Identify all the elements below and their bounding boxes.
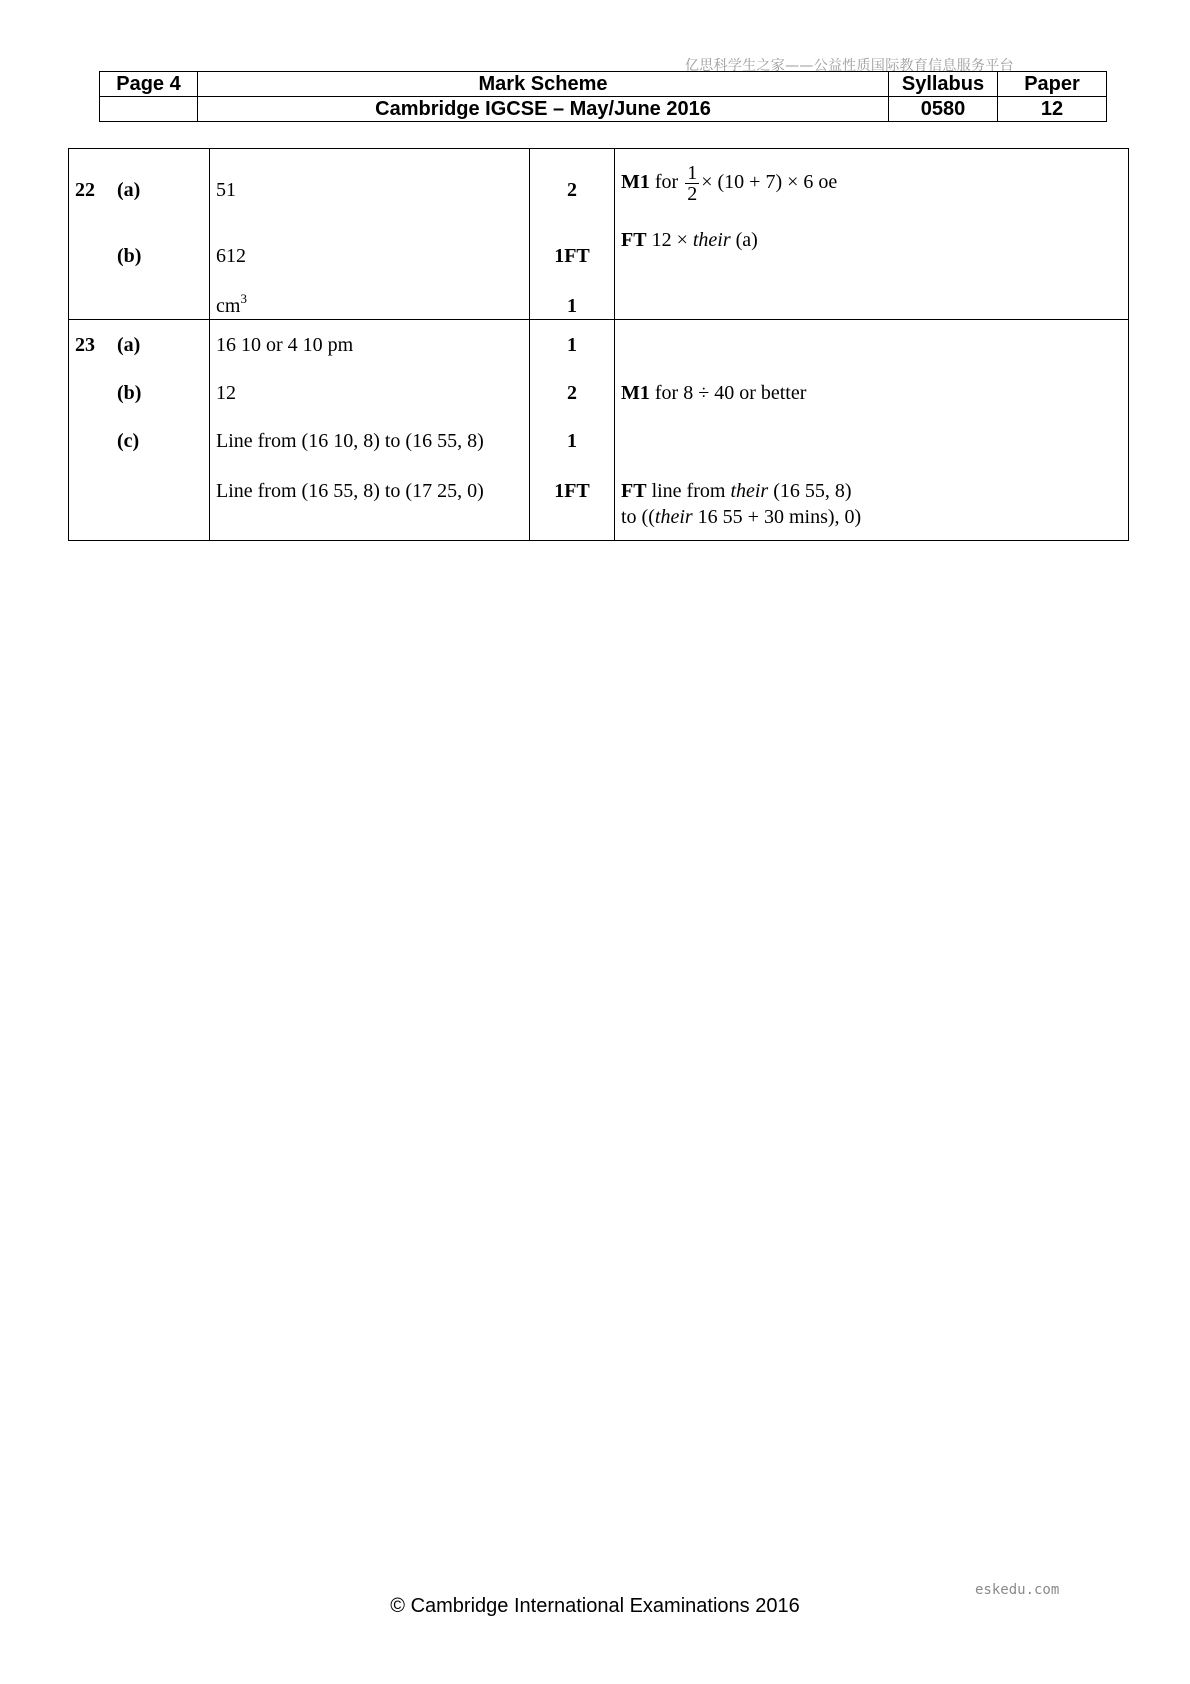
mark-cell-23	[530, 320, 615, 541]
answer-cell-22	[210, 149, 530, 320]
guidance-pre: line from	[651, 480, 726, 502]
watermark-bottom: eskedu.com	[975, 1582, 1060, 1598]
answer-text: Line from (16 55, 8) to (17 25, 0)	[216, 480, 484, 502]
question-cell-23	[69, 320, 210, 541]
method-mark: M1	[621, 382, 650, 404]
part-label: (c)	[117, 430, 140, 452]
guidance-text	[621, 227, 1128, 253]
document-subtitle: Cambridge IGCSE – May/June 2016	[198, 97, 889, 122]
question-number: 23	[75, 334, 95, 356]
guidance-for: for	[654, 171, 679, 193]
guidance-italic: their	[692, 229, 731, 251]
guidance-italic: their	[730, 480, 769, 502]
guidance-pre: 12 ×	[651, 229, 688, 251]
guidance-text	[621, 380, 1128, 406]
guidance-text	[621, 478, 1128, 504]
guidance-pre: to ((	[621, 506, 655, 528]
question-row-23	[69, 320, 1129, 541]
follow-through-label: FT	[621, 229, 647, 251]
guidance-post: 16 55 + 30 mins), 0)	[697, 506, 862, 528]
answer-text: 612	[216, 245, 246, 267]
part-label: (a)	[117, 179, 141, 201]
guidance-post: (a)	[735, 229, 758, 251]
guidance-post: (16 55, 8)	[773, 480, 852, 502]
unit-superscript: 3	[240, 291, 247, 306]
mark-value: 1	[567, 430, 577, 452]
paper-value: 12	[998, 97, 1107, 122]
answer-units	[216, 293, 529, 319]
paper-label: Paper	[998, 72, 1107, 97]
guidance-cell-23	[615, 320, 1129, 541]
document-title: Mark Scheme	[198, 72, 889, 97]
part-label: (a)	[117, 334, 141, 356]
answer-text: 51	[216, 179, 236, 201]
watermark-top: 亿思科学生之家——公益性质国际教育信息服务平台	[685, 58, 1014, 74]
syllabus-label: Syllabus	[889, 72, 998, 97]
mark-value: 1	[567, 334, 577, 356]
page-header-table	[99, 71, 1107, 122]
fraction-denominator: 2	[687, 182, 698, 205]
question-row-22	[69, 149, 1129, 320]
method-mark: M1	[621, 171, 650, 193]
fraction	[685, 163, 699, 204]
unit-base: cm	[216, 295, 241, 317]
follow-through-label: FT	[621, 480, 647, 502]
guidance-cell-22	[615, 149, 1129, 320]
copyright-footer: © Cambridge International Examinations 2016	[390, 1595, 800, 1617]
answer-text: 16 10 or 4 10 pm	[216, 334, 354, 356]
mark-value: 1FT	[554, 245, 590, 267]
part-label: (b)	[117, 382, 142, 404]
syllabus-value: 0580	[889, 97, 998, 122]
answer-text: 12	[216, 382, 236, 404]
fraction-numerator: 1	[687, 161, 698, 184]
header-empty-cell	[100, 97, 198, 122]
answer-text: Line from (16 10, 8) to (16 55, 8)	[216, 430, 484, 452]
question-number: 22	[75, 179, 95, 201]
guidance-italic: their	[654, 506, 693, 528]
answer-cell-23	[210, 320, 530, 541]
guidance-text	[621, 161, 1128, 203]
mark-cell-22	[530, 149, 615, 320]
mark-scheme-table	[68, 148, 1129, 541]
part-label: (b)	[117, 245, 142, 267]
question-cell-22	[69, 149, 210, 320]
mark-value: 2	[567, 179, 577, 201]
guidance-expression: × (10 + 7) × 6 oe	[701, 171, 838, 193]
mark-value: 1FT	[554, 480, 590, 502]
guidance-text	[621, 504, 1128, 530]
mark-value: 2	[567, 382, 577, 404]
page-number: Page 4	[100, 72, 198, 97]
guidance-body: for 8 ÷ 40 or better	[654, 382, 807, 404]
mark-value: 1	[567, 295, 577, 317]
